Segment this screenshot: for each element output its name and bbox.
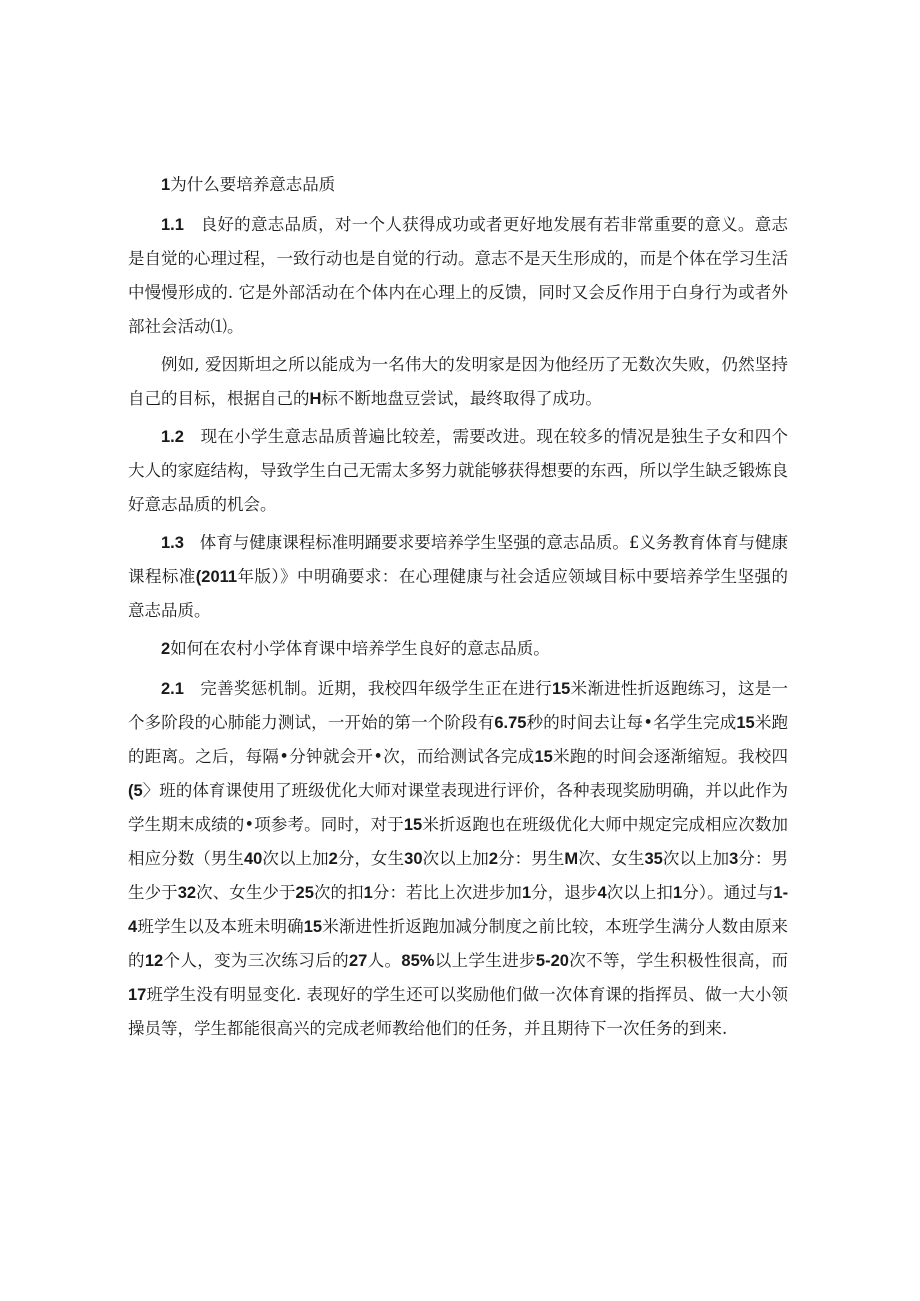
- text-run: 个人，变为三次练习后的: [163, 951, 349, 970]
- text-run: 分，退步: [531, 883, 598, 902]
- example-text-2: 标不断地盘豆尝试，最终取得了成功。: [321, 389, 602, 408]
- heading-2: [128, 632, 788, 666]
- text-run: 次以上加: [662, 849, 730, 868]
- text-run: 次不等，学生积极性很高，而: [568, 951, 789, 970]
- section-1-1-number: 1.1: [161, 216, 184, 234]
- section-1-1: [128, 208, 788, 344]
- section-1-2-text: 现在小学生意志品质普遍比较差，需要改进。现在较多的情况是独生子女和四个大人的家庭结构，导致学生白己无需太多努力就能够获得想要的东西，所以学生缺乏锻炼良好意志品质的机会。: [128, 427, 788, 514]
- text-run: 以上学生进步: [434, 951, 536, 970]
- number-run: 40: [243, 850, 263, 868]
- number-run: 1: [673, 884, 683, 902]
- text-run: 次以上扣: [606, 883, 673, 902]
- text-run: 分）。通过与: [682, 883, 774, 902]
- document-body: [128, 168, 788, 1050]
- number-run: 1-4: [128, 884, 789, 936]
- section-1-3: [128, 526, 788, 628]
- text-run: 〉班的体育课使用了班级优化大师对课堂表现进行评价，各种表现奖励明确，并以此作为学生期末成绩的•项参考。同时，对于: [128, 781, 788, 834]
- section-2-1: [128, 672, 788, 1046]
- number-run: 17: [128, 986, 147, 1004]
- text-run: 米折返跑也在班级优化大师中规定完成相应次数加相应分数（男生: [128, 815, 789, 868]
- text-run: 次以上加: [422, 849, 489, 868]
- heading-2-text: 如何在农村小学体育课中培养学生良好的意志品质。: [170, 639, 550, 658]
- number-run: 1: [521, 884, 532, 902]
- section-2-1-number: 2.1: [161, 680, 184, 698]
- text-run: 分：男生: [498, 849, 565, 868]
- text-run: 米跑的时间会逐渐缩短。我校四: [552, 747, 789, 766]
- section-1-2: [128, 420, 788, 522]
- number-run: 2: [328, 850, 338, 868]
- text-run: 分，女生: [337, 849, 405, 868]
- text-run: 班学生以及本班未明确: [137, 917, 304, 936]
- section-1-3-year: (2011: [195, 568, 238, 586]
- number-run: (5: [128, 782, 143, 800]
- text-run: 班学生没有明显变化. 表现好的学生还可以奖励他们做一次体育课的指挥员、做一大小领操员等，学生都能很高兴的完成老师教给他们的任务，并且期待下一次任务的到来.: [128, 985, 788, 1038]
- text-run: 人。: [367, 951, 402, 970]
- text-run: 米跑的距离。之后，每隔•分钟就会开•次，而给测试各完成: [128, 713, 789, 766]
- section-1-3-text-2: 年版）》中明确要求：在心理健康与社会适应领域目标中要培养学生坚强的意志品质。: [128, 567, 789, 620]
- section-1-1-text: 良好的意志品质，对一个人获得成功或者更好地发展有若非常重要的意义。意志是自觉的心理过程，一致行动也是自觉的行动。意志不是天生形成的，而是个体在学习生活中慢慢形成的. 它是外部活动在个体内在心理上的反馈，同时又会反作用于白身行为或者外部社会活动⑴。: [128, 215, 788, 336]
- text-run: 米渐进性折返跑练习，这是一个多阶段的心肺能力测试，一开始的第一个阶段有: [128, 679, 789, 732]
- number-run: 4: [597, 884, 607, 902]
- text-run: 分：男生少于: [128, 849, 789, 902]
- number-run: 25: [295, 884, 314, 902]
- number-run: M: [564, 850, 579, 868]
- text-run: 次、女生少于: [196, 883, 296, 902]
- heading-2-number: 2: [161, 640, 171, 658]
- heading-1-text: 为什么要培养意志品质: [170, 175, 336, 194]
- section-1-3-text-1: 体育与健康课程标准明踊要求要培养学生坚强的意志品质。£义务教育体育与健康课程标准: [128, 533, 788, 586]
- number-run: 15: [552, 680, 571, 698]
- number-run: 85%: [401, 952, 435, 970]
- heading-1-number: 1: [161, 176, 171, 194]
- text-run: 次的扣: [313, 883, 364, 902]
- example-paragraph: [128, 348, 788, 416]
- number-run: 6.75: [494, 714, 527, 732]
- number-run: 1: [363, 884, 373, 902]
- number-run: 5-20: [535, 952, 569, 970]
- section-1-2-number: 1.2: [161, 428, 184, 446]
- text-run: 次以上加: [262, 849, 329, 868]
- text-run: 完善奖惩机制。近期，我校四年级学生正在进行: [200, 679, 552, 698]
- number-run: 32: [177, 884, 197, 902]
- text-run: 米渐进性折返跑加减分制度之前比较，本班学生满分人数由原来的: [128, 917, 789, 970]
- number-run: 12: [144, 952, 164, 970]
- number-run: 15: [534, 748, 553, 766]
- section-1-3-number: 1.3: [161, 534, 184, 552]
- number-run: 2: [488, 850, 499, 868]
- example-h: H: [309, 390, 322, 408]
- number-run: 15: [736, 714, 755, 732]
- number-run: 27: [348, 952, 368, 970]
- text-run: 秒的时间去让每•名学生完成: [526, 713, 737, 732]
- number-run: 3: [729, 850, 739, 868]
- text-run: 分：若比上次进步加: [372, 883, 522, 902]
- text-run: 次、女生: [578, 849, 645, 868]
- number-run: 15: [403, 816, 423, 834]
- heading-1: [128, 168, 788, 202]
- number-run: 30: [404, 850, 423, 868]
- number-run: 15: [303, 918, 323, 936]
- example-text-1: 例如, 爱因斯坦之所以能成为一名伟大的发明家是因为他经历了无数次失败，仍然坚持自己的目标，根据自己的: [128, 355, 788, 408]
- number-run: 35: [644, 850, 663, 868]
